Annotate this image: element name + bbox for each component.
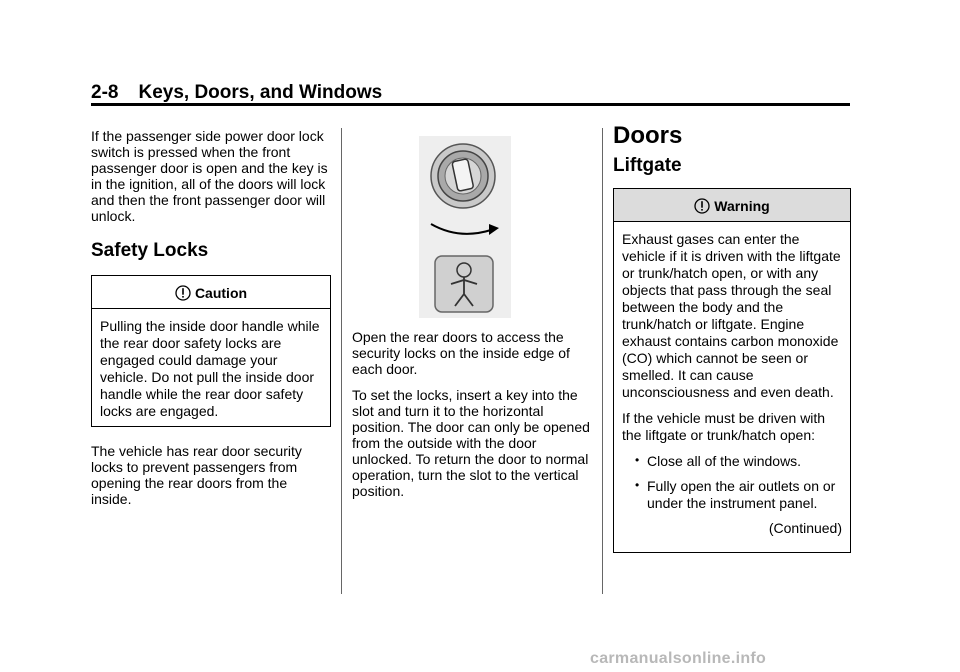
security-locks-paragraph: The vehicle has rear door security locks to prevent passengers from opening the rear doors from the inside. bbox=[91, 443, 302, 507]
column-divider-2 bbox=[602, 128, 603, 594]
safety-locks-heading: Safety Locks bbox=[91, 240, 209, 261]
doors-heading: Doors bbox=[613, 122, 683, 149]
watermark: carmanualsonline.info bbox=[590, 650, 767, 667]
page-number: 2-8 bbox=[91, 82, 119, 103]
continued-label: (Continued) bbox=[768, 520, 842, 536]
driven-open-paragraph: If the vehicle must be driven with the liftgate or trunk/hatch open: bbox=[622, 410, 826, 443]
exhaust-paragraph: Exhaust gases can enter the vehicle if it is driven with the liftgate or trunk/hatch open, or with any objects that pass through the seal between the body and the trunk/hatch or liftgate. Engine exhaust contains carbon monoxide (CO) which cannot be seen or smelled. It can cause unconsciousness and even death. bbox=[622, 231, 841, 400]
warning-title bbox=[614, 189, 850, 222]
column-2 bbox=[352, 128, 592, 509]
intro-paragraph: If the passenger side power door lock switch is pressed when the front passenger door is open and the key is in the ignition, all of the doors will lock and then the front passenger door will unlock. bbox=[91, 128, 328, 224]
list-item: • Close all of the windows. bbox=[622, 453, 842, 470]
caution-box bbox=[91, 275, 331, 427]
child-lock-illustration bbox=[419, 136, 511, 318]
list-item: • Fully open the air outlets on or under the instrument panel. bbox=[622, 478, 842, 512]
page-header bbox=[91, 82, 850, 104]
header-rule bbox=[91, 103, 850, 106]
warning-icon bbox=[694, 198, 710, 214]
warning-title-text: Warning bbox=[714, 198, 770, 214]
access-paragraph: Open the rear doors to access the security locks on the inside edge of each door. bbox=[352, 329, 570, 377]
caution-icon bbox=[175, 285, 191, 301]
caution-body bbox=[92, 309, 330, 426]
caution-text: Pulling the inside door handle while the rear door safety locks are engaged could damage your vehicle. Do not pull the inside door handle while the rear door safety locks are engaged. bbox=[100, 318, 320, 419]
warning-body bbox=[614, 222, 850, 552]
warning-bullets bbox=[622, 453, 842, 512]
caution-title-text: Caution bbox=[194, 285, 248, 301]
column-divider-1 bbox=[341, 128, 342, 594]
section-title: Keys, Doors, and Windows bbox=[138, 82, 383, 103]
column-1 bbox=[91, 128, 331, 517]
column-3 bbox=[613, 122, 851, 569]
set-locks-paragraph: To set the locks, insert a key into the slot and turn it to the horizontal position. The door can only be opened from the outside with the door unlocked. To return the door to normal operation, turn the slot to the vertical position. bbox=[352, 387, 590, 499]
liftgate-heading: Liftgate bbox=[613, 155, 682, 176]
warning-box bbox=[613, 188, 851, 553]
caution-title bbox=[92, 276, 330, 309]
